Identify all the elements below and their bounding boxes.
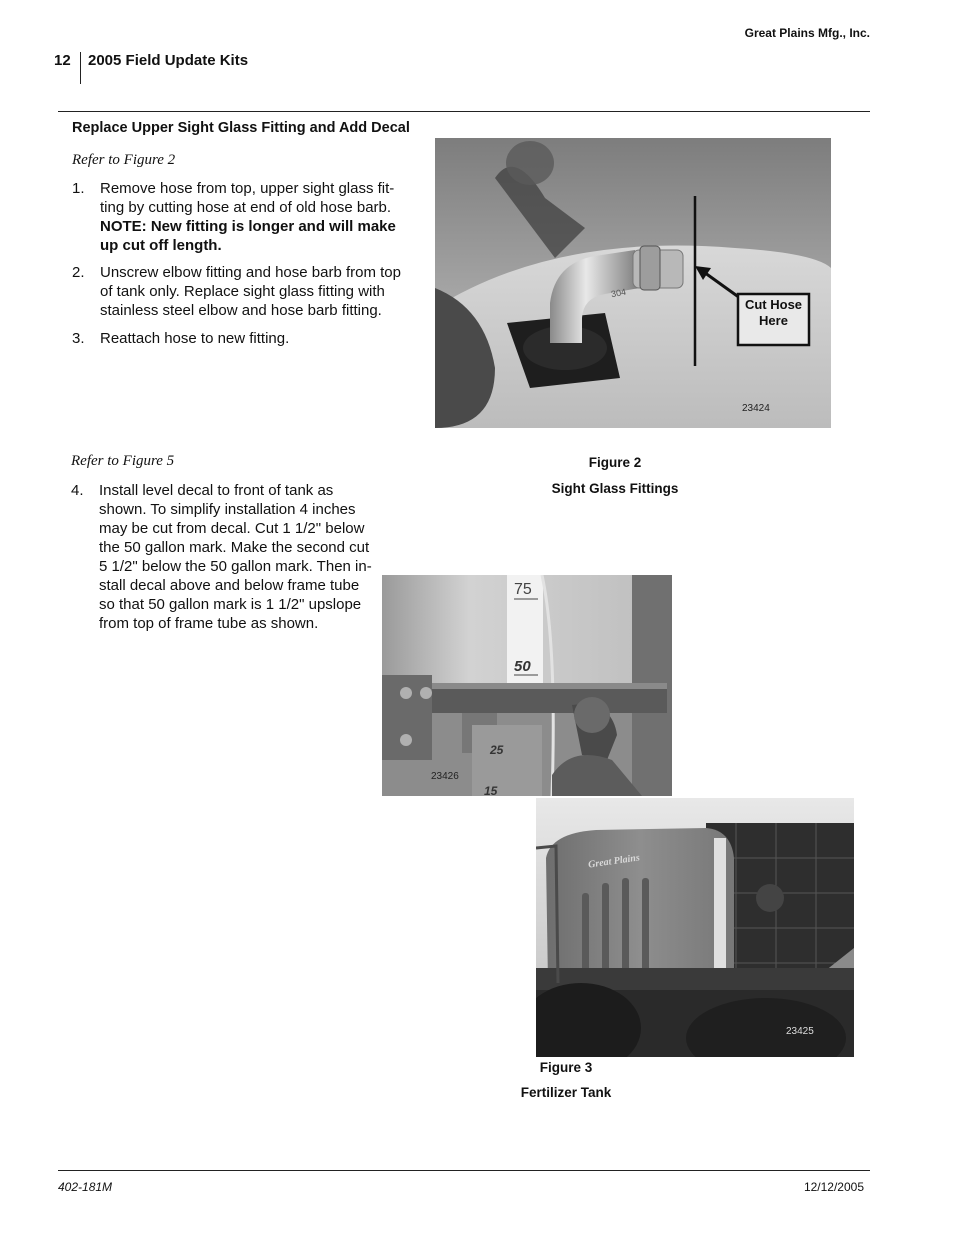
section-title: Replace Upper Sight Glass Fitting and Add Decal (72, 120, 410, 136)
step-number: 1. (72, 180, 85, 197)
photo-id: 23425 (786, 1026, 814, 1037)
page-number: 12 (54, 52, 71, 69)
step-number: 3. (72, 330, 85, 347)
figure-3-caption: Fertilizer Tank (520, 1085, 612, 1100)
step-line: 5 1/2" below the 50 gallon mark. Then in- (99, 558, 372, 575)
sight-glass-illustration (435, 138, 831, 428)
step-line: Remove hose from top, upper sight glass fit- (100, 180, 395, 197)
step-line: Reattach hose to new fitting. (100, 330, 290, 347)
document-date: 12/12/2005 (803, 1180, 864, 1194)
document-number: 402-181M (58, 1180, 113, 1194)
figure-2-photo (435, 138, 831, 428)
step-note-line: up cut off length. (100, 237, 222, 254)
step-line: of tank only. Replace sight glass fitting with (100, 283, 385, 300)
refer-figure-2: Refer to Figure 2 (72, 152, 176, 168)
cut-hose-callout (738, 297, 809, 329)
step-line: may be cut from decal. Cut 1 1/2" below (99, 520, 365, 537)
level-decal-illustration (382, 575, 672, 796)
step-line: Unscrew elbow fitting and hose barb from top (100, 264, 401, 281)
step-line: stainless steel elbow and hose barb fitting. (100, 302, 382, 319)
decal-mark-50: 50 (514, 658, 531, 675)
step-line: from top of frame tube as shown. (99, 615, 319, 632)
photo-id: 23426 (431, 771, 459, 782)
fertilizer-tank-illustration (536, 798, 854, 1057)
figure-2-caption: Sight Glass Fittings (551, 481, 679, 496)
step-line: so that 50 gallon mark is 1 1/2" upslope (99, 596, 362, 613)
step-note-line: NOTE: New fitting is longer and will make (100, 218, 396, 235)
step-line: Install level decal to front of tank as (99, 482, 334, 499)
fitting-marking: 304 (610, 286, 627, 300)
header-separator (80, 52, 81, 84)
tank-logo: Great Plains (587, 852, 641, 871)
figure-3-photo (536, 798, 854, 1057)
decal-mark-75: 75 (514, 581, 532, 598)
figure-2-label: Figure 2 (588, 455, 642, 470)
decal-photo (382, 575, 672, 796)
photo-id: 23424 (742, 403, 770, 414)
figure-3-label: Figure 3 (539, 1060, 593, 1075)
decal-mark-25: 25 (490, 743, 504, 757)
callout-line: Here (759, 313, 788, 328)
company-name: Great Plains Mfg., Inc. (744, 26, 870, 40)
refer-figure-5: Refer to Figure 5 (71, 453, 175, 469)
step-number: 4. (71, 482, 84, 499)
step-line: the 50 gallon mark. Make the second cut (99, 539, 370, 556)
bottom-rule (58, 1170, 870, 1171)
step-line: stall decal above and below frame tube (99, 577, 360, 594)
step-line: ting by cutting hose at end of old hose barb. (100, 199, 392, 216)
decal-mark-15: 15 (484, 784, 498, 796)
step-line: shown. To simplify installation 4 inches (99, 501, 356, 518)
top-rule (58, 111, 870, 112)
callout-line: Cut Hose (744, 297, 803, 312)
step-number: 2. (72, 264, 85, 281)
page-title: 2005 Field Update Kits (88, 52, 249, 69)
